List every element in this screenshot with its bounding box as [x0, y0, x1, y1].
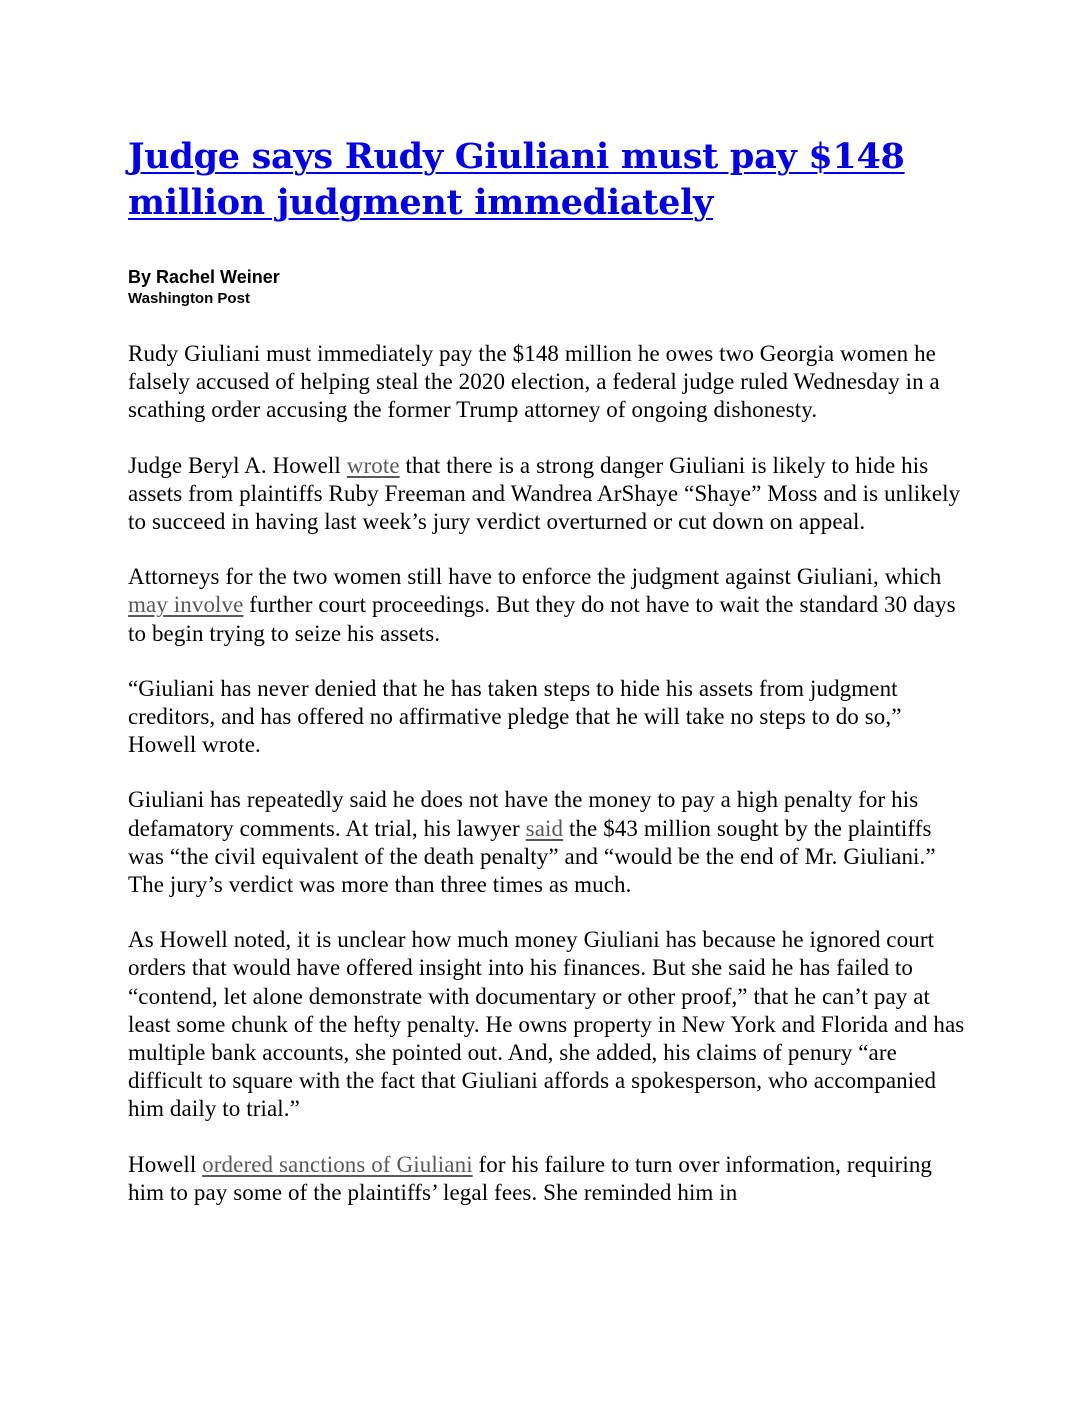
paragraph-5-text-after: the $43 million sought by the plaintiffs was “the civil equivalent of the death penalty” and “would be the end of Mr. Giuliani.” The jury’s verdict was more than three times as much. [128, 815, 936, 898]
paragraph-7 [128, 1151, 968, 1207]
paragraph-2 [128, 452, 968, 537]
headline-line-2: million judgment immediately [128, 182, 714, 223]
paragraph-6: As Howell noted, it is unclear how much money Giuliani has because he ignored court orders that would have offered insight into his finances. But she said he has failed to “contend, let alone demonstrate with documentary or other proof,” that he can’t pay at least some chunk of the hefty penalty. He owns property in New York and Florida and has multiple bank accounts, she pointed out. And, she added, his claims of penury “are difficult to square with the fact that Giuliani affords a spokesperson, who accompanied him daily to trial.” [128, 927, 965, 1122]
paragraph-5-text-before: Giuliani has repeatedly said he does not have the money to pay a high penalty for his defamatory comments. At trial, his lawyer [128, 787, 919, 841]
said-link[interactable]: said [525, 815, 564, 841]
paragraph-5 [128, 786, 968, 899]
may-involve-link[interactable]: may involve [128, 592, 244, 618]
article-body [128, 340, 968, 1207]
paragraph-3-text-before: Attorneys for the two women still have to enforce the judgment against Giuliani, which [128, 564, 942, 590]
author-byline: By Rachel Weiner [128, 267, 280, 287]
article-headline [128, 134, 968, 226]
paragraph-2-text-after: that there is a strong danger Giuliani is likely to hide his assets from plaintiffs Ruby Freeman and Wandrea ArShaye “Shaye” Moss and is unlikely to succeed in having last week’s jury verdict overturned or cut down on appeal. [128, 452, 961, 535]
paragraph-4: “Giuliani has never denied that he has taken steps to hide his assets from judgment creditors, and has offered no affirmative pledge that he will take no steps to do so,” Howell wrote. [128, 675, 902, 758]
ordered-sanctions-link[interactable]: ordered sanctions of Giuliani [202, 1151, 473, 1177]
publication-name: Washington Post [128, 290, 250, 307]
paragraph-3-text-after: further court proceedings. But they do not have to wait the standard 30 days to begin trying to seize his assets. [128, 592, 956, 646]
paragraph-3 [128, 563, 968, 648]
headline-line-1: Judge says Rudy Giuliani must pay $148 [128, 136, 905, 177]
paragraph-2-text-before: Judge Beryl A. Howell [128, 452, 347, 478]
wrote-link[interactable]: wrote [346, 452, 400, 478]
document-page [128, 134, 968, 1234]
paragraph-7-text-after: for his failure to turn over information, requiring him to pay some of the plaintiffs’ legal fees. She reminded him in [128, 1151, 933, 1205]
paragraph-1: Rudy Giuliani must immediately pay the $148 million he owes two Georgia women he falsely accused of helping steal the 2020 election, a federal judge ruled Wednesday in a scathing order accusing the former Trump attorney of ongoing dishonesty. [128, 341, 940, 423]
headline-link[interactable] [128, 136, 905, 223]
paragraph-7-text-before: Howell [128, 1151, 203, 1177]
